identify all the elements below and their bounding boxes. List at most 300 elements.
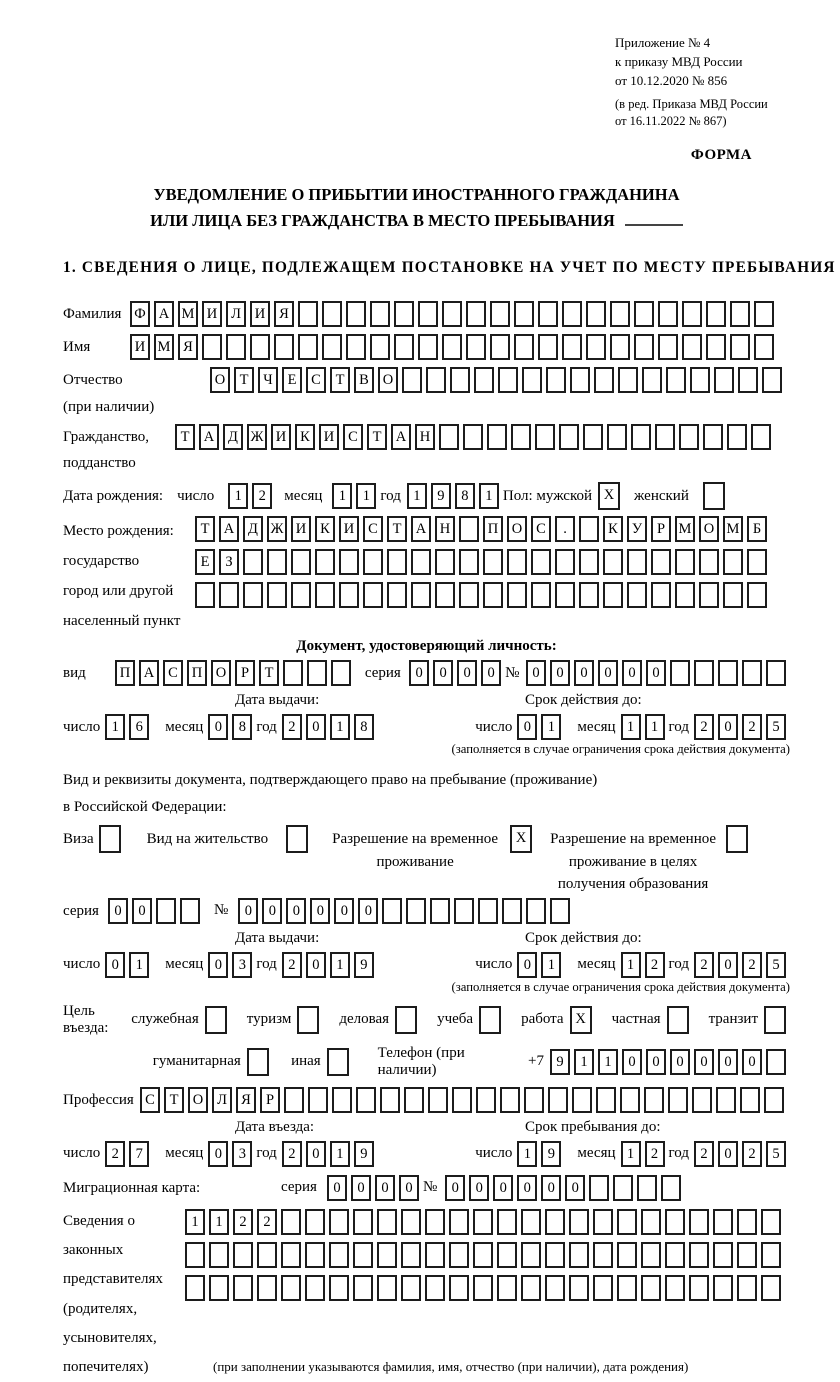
char-box[interactable]	[593, 1275, 613, 1301]
char-box[interactable]: 5	[766, 952, 786, 978]
char-box[interactable]	[737, 1275, 757, 1301]
char-box[interactable]	[473, 1242, 493, 1268]
char-box[interactable]	[617, 1209, 637, 1235]
char-box[interactable]	[507, 549, 527, 575]
char-box[interactable]: 0	[493, 1175, 513, 1201]
char-box[interactable]	[613, 1175, 633, 1201]
char-box[interactable]	[449, 1242, 469, 1268]
char-box[interactable]	[425, 1242, 445, 1268]
char-box[interactable]: 0	[718, 1049, 738, 1075]
doc-issue-day[interactable]	[105, 714, 153, 740]
char-box[interactable]	[449, 1275, 469, 1301]
char-box[interactable]: Т	[330, 367, 350, 393]
char-box[interactable]: К	[603, 516, 623, 542]
char-box[interactable]	[586, 301, 606, 327]
birthplace-row1-input[interactable]	[195, 516, 771, 542]
char-box[interactable]	[570, 367, 590, 393]
phone-input[interactable]	[550, 1049, 790, 1075]
stay-month[interactable]	[621, 1141, 669, 1167]
char-box[interactable]	[404, 1087, 424, 1113]
char-box[interactable]	[315, 549, 335, 575]
char-box[interactable]: 0	[718, 714, 738, 740]
char-box[interactable]	[298, 334, 318, 360]
profession-input[interactable]	[140, 1087, 788, 1113]
char-box[interactable]	[466, 301, 486, 327]
char-box[interactable]	[497, 1209, 517, 1235]
birth-year-input[interactable]	[407, 483, 503, 509]
char-box[interactable]	[322, 301, 342, 327]
char-box[interactable]	[283, 660, 303, 686]
char-box[interactable]	[377, 1209, 397, 1235]
char-box[interactable]: Я	[236, 1087, 256, 1113]
char-box[interactable]	[634, 301, 654, 327]
char-box[interactable]	[620, 1087, 640, 1113]
sex-female-checkbox[interactable]	[703, 482, 729, 510]
char-box[interactable]	[651, 582, 671, 608]
char-box[interactable]: 3	[232, 952, 252, 978]
char-box[interactable]: О	[378, 367, 398, 393]
char-box[interactable]	[483, 549, 503, 575]
char-box[interactable]	[641, 1275, 661, 1301]
char-box[interactable]	[713, 1275, 733, 1301]
char-box[interactable]	[675, 582, 695, 608]
char-box[interactable]	[603, 582, 623, 608]
sex-male-checkbox[interactable]	[598, 482, 624, 510]
char-box[interactable]: И	[291, 516, 311, 542]
char-box[interactable]	[716, 1087, 736, 1113]
representatives-row3-input[interactable]	[185, 1275, 785, 1301]
char-box[interactable]: 2	[742, 1141, 762, 1167]
char-box[interactable]: Т	[367, 424, 387, 450]
char-box[interactable]: 0	[375, 1175, 395, 1201]
char-box[interactable]	[209, 1275, 229, 1301]
char-box[interactable]: 0	[351, 1175, 371, 1201]
citizenship-input[interactable]	[175, 424, 775, 450]
char-box[interactable]: 0	[108, 898, 128, 924]
char-box[interactable]	[339, 582, 359, 608]
char-box[interactable]	[156, 898, 176, 924]
char-box[interactable]	[307, 660, 327, 686]
stay-year[interactable]	[694, 1141, 790, 1167]
char-box[interactable]	[631, 424, 651, 450]
char-box[interactable]	[658, 301, 678, 327]
char-box[interactable]	[370, 301, 390, 327]
char-box[interactable]: О	[211, 660, 231, 686]
char-box[interactable]: 6	[129, 714, 149, 740]
char-box[interactable]: Е	[195, 549, 215, 575]
char-box[interactable]	[642, 367, 662, 393]
char-box[interactable]	[610, 301, 630, 327]
entry-year[interactable]	[282, 1141, 378, 1167]
char-box[interactable]	[766, 660, 786, 686]
char-box[interactable]	[703, 424, 723, 450]
char-box[interactable]	[322, 334, 342, 360]
char-box[interactable]	[726, 825, 748, 853]
char-box[interactable]: 0	[433, 660, 453, 686]
char-box[interactable]	[363, 549, 383, 575]
char-box[interactable]: И	[250, 301, 270, 327]
char-box[interactable]: 0	[565, 1175, 585, 1201]
char-box[interactable]: О	[507, 516, 527, 542]
char-box[interactable]: 2	[282, 1141, 302, 1167]
char-box[interactable]	[586, 334, 606, 360]
char-box[interactable]	[764, 1087, 784, 1113]
char-box[interactable]	[356, 1087, 376, 1113]
char-box[interactable]	[737, 1209, 757, 1235]
char-box[interactable]: А	[199, 424, 219, 450]
char-box[interactable]	[395, 1006, 417, 1034]
char-box[interactable]	[332, 1087, 352, 1113]
char-box[interactable]: О	[188, 1087, 208, 1113]
char-box[interactable]	[267, 549, 287, 575]
char-box[interactable]: 0	[550, 660, 570, 686]
char-box[interactable]	[692, 1087, 712, 1113]
char-box[interactable]	[257, 1275, 277, 1301]
char-box[interactable]	[699, 549, 719, 575]
char-box[interactable]	[762, 367, 782, 393]
char-box[interactable]: Ф	[130, 301, 150, 327]
char-box[interactable]: 0	[238, 898, 258, 924]
char-box[interactable]: П	[115, 660, 135, 686]
char-box[interactable]: С	[343, 424, 363, 450]
char-box[interactable]	[699, 582, 719, 608]
purpose-private-checkbox[interactable]	[667, 1006, 693, 1034]
char-box[interactable]: 1	[541, 714, 561, 740]
char-box[interactable]: 0	[306, 714, 326, 740]
char-box[interactable]: 2	[105, 1141, 125, 1167]
char-box[interactable]: 3	[232, 1141, 252, 1167]
migration-number-input[interactable]	[445, 1175, 685, 1201]
char-box[interactable]	[651, 549, 671, 575]
char-box[interactable]: 8	[455, 483, 475, 509]
char-box[interactable]: Т	[387, 516, 407, 542]
char-box[interactable]: 1	[407, 483, 427, 509]
char-box[interactable]	[243, 582, 263, 608]
char-box[interactable]: 0	[306, 952, 326, 978]
char-box[interactable]: 0	[481, 660, 501, 686]
char-box[interactable]: 5	[766, 714, 786, 740]
char-box[interactable]: 0	[208, 952, 228, 978]
char-box[interactable]: X	[510, 825, 532, 853]
permit-valid-year[interactable]	[694, 952, 790, 978]
char-box[interactable]	[353, 1209, 373, 1235]
char-box[interactable]: Т	[234, 367, 254, 393]
char-box[interactable]: К	[295, 424, 315, 450]
visa-checkbox[interactable]	[99, 825, 125, 853]
char-box[interactable]	[682, 334, 702, 360]
char-box[interactable]	[548, 1087, 568, 1113]
char-box[interactable]: И	[319, 424, 339, 450]
char-box[interactable]: 0	[622, 660, 642, 686]
char-box[interactable]: 0	[286, 898, 306, 924]
char-box[interactable]: 8	[232, 714, 252, 740]
purpose-official-checkbox[interactable]	[205, 1006, 231, 1034]
char-box[interactable]: 1	[185, 1209, 205, 1235]
char-box[interactable]	[667, 1006, 689, 1034]
char-box[interactable]: 1	[356, 483, 376, 509]
residence-permit-checkbox[interactable]	[286, 825, 312, 853]
char-box[interactable]: 2	[742, 714, 762, 740]
char-box[interactable]: 2	[694, 1141, 714, 1167]
char-box[interactable]	[538, 334, 558, 360]
char-box[interactable]: 1	[479, 483, 499, 509]
char-box[interactable]	[634, 334, 654, 360]
permit-valid-day[interactable]	[517, 952, 565, 978]
char-box[interactable]	[641, 1242, 661, 1268]
char-box[interactable]	[490, 334, 510, 360]
char-box[interactable]	[329, 1242, 349, 1268]
char-box[interactable]: 2	[645, 1141, 665, 1167]
char-box[interactable]	[761, 1209, 781, 1235]
char-box[interactable]: 0	[517, 1175, 537, 1201]
permit-number-input[interactable]	[238, 898, 574, 924]
char-box[interactable]	[205, 1006, 227, 1034]
char-box[interactable]	[497, 1242, 517, 1268]
char-box[interactable]	[559, 424, 579, 450]
name-input[interactable]	[130, 334, 778, 360]
stay-day[interactable]	[517, 1141, 565, 1167]
char-box[interactable]	[185, 1275, 205, 1301]
char-box[interactable]	[305, 1275, 325, 1301]
char-box[interactable]	[353, 1242, 373, 1268]
purpose-other-checkbox[interactable]	[327, 1048, 353, 1076]
char-box[interactable]: 5	[766, 1141, 786, 1167]
char-box[interactable]: Я	[274, 301, 294, 327]
char-box[interactable]: 0	[541, 1175, 561, 1201]
char-box[interactable]: Т	[164, 1087, 184, 1113]
migration-series-input[interactable]	[327, 1175, 423, 1201]
char-box[interactable]	[474, 367, 494, 393]
char-box[interactable]	[387, 582, 407, 608]
char-box[interactable]: 0	[457, 660, 477, 686]
char-box[interactable]	[418, 301, 438, 327]
char-box[interactable]	[727, 424, 747, 450]
char-box[interactable]	[247, 1048, 269, 1076]
char-box[interactable]: 0	[310, 898, 330, 924]
char-box[interactable]	[377, 1275, 397, 1301]
char-box[interactable]: Л	[212, 1087, 232, 1113]
char-box[interactable]: Ч	[258, 367, 278, 393]
char-box[interactable]	[550, 898, 570, 924]
char-box[interactable]	[363, 582, 383, 608]
char-box[interactable]	[617, 1242, 637, 1268]
purpose-business-checkbox[interactable]	[395, 1006, 421, 1034]
char-box[interactable]	[761, 1275, 781, 1301]
char-box[interactable]: 1	[105, 714, 125, 740]
char-box[interactable]	[195, 582, 215, 608]
char-box[interactable]	[401, 1242, 421, 1268]
char-box[interactable]: 2	[257, 1209, 277, 1235]
char-box[interactable]	[315, 582, 335, 608]
char-box[interactable]: 9	[431, 483, 451, 509]
char-box[interactable]: Я	[178, 334, 198, 360]
char-box[interactable]	[730, 334, 750, 360]
char-box[interactable]	[479, 1006, 501, 1034]
char-box[interactable]	[521, 1209, 541, 1235]
char-box[interactable]: В	[354, 367, 374, 393]
char-box[interactable]: 0	[598, 660, 618, 686]
char-box[interactable]: Н	[435, 516, 455, 542]
char-box[interactable]: 1	[621, 1141, 641, 1167]
doc-kind-input[interactable]	[115, 660, 355, 686]
char-box[interactable]	[706, 334, 726, 360]
char-box[interactable]: 1	[541, 952, 561, 978]
char-box[interactable]: 0	[469, 1175, 489, 1201]
char-box[interactable]	[644, 1087, 664, 1113]
char-box[interactable]	[450, 367, 470, 393]
char-box[interactable]	[449, 1209, 469, 1235]
char-box[interactable]: Т	[259, 660, 279, 686]
char-box[interactable]: 0	[694, 1049, 714, 1075]
char-box[interactable]: 2	[742, 952, 762, 978]
char-box[interactable]	[522, 367, 542, 393]
char-box[interactable]	[454, 898, 474, 924]
char-box[interactable]: И	[339, 516, 359, 542]
char-box[interactable]: 1	[330, 1141, 350, 1167]
char-box[interactable]	[430, 898, 450, 924]
char-box[interactable]	[714, 367, 734, 393]
char-box[interactable]	[545, 1209, 565, 1235]
char-box[interactable]	[713, 1242, 733, 1268]
char-box[interactable]	[442, 301, 462, 327]
char-box[interactable]	[219, 582, 239, 608]
birthplace-row2-input[interactable]	[195, 549, 771, 575]
char-box[interactable]: 0	[327, 1175, 347, 1201]
char-box[interactable]: Б	[747, 516, 767, 542]
representatives-row1-input[interactable]	[185, 1209, 785, 1235]
char-box[interactable]	[593, 1242, 613, 1268]
char-box[interactable]	[603, 549, 623, 575]
char-box[interactable]	[690, 367, 710, 393]
char-box[interactable]: П	[483, 516, 503, 542]
char-box[interactable]	[308, 1087, 328, 1113]
char-box[interactable]	[572, 1087, 592, 1113]
char-box[interactable]	[661, 1175, 681, 1201]
char-box[interactable]: Р	[651, 516, 671, 542]
temp-permit-checkbox[interactable]	[510, 825, 536, 853]
char-box[interactable]	[668, 1087, 688, 1113]
char-box[interactable]: Н	[415, 424, 435, 450]
char-box[interactable]	[418, 334, 438, 360]
char-box[interactable]	[713, 1209, 733, 1235]
char-box[interactable]	[425, 1209, 445, 1235]
permit-issue-year[interactable]	[282, 952, 378, 978]
birth-day-input[interactable]	[228, 483, 276, 509]
char-box[interactable]	[466, 334, 486, 360]
char-box[interactable]: Д	[223, 424, 243, 450]
permit-issue-day[interactable]	[105, 952, 153, 978]
char-box[interactable]	[233, 1242, 253, 1268]
char-box[interactable]	[689, 1242, 709, 1268]
char-box[interactable]: Т	[195, 516, 215, 542]
char-box[interactable]: 1	[129, 952, 149, 978]
char-box[interactable]: 0	[132, 898, 152, 924]
char-box[interactable]: 1	[228, 483, 248, 509]
char-box[interactable]	[706, 301, 726, 327]
char-box[interactable]: 1	[598, 1049, 618, 1075]
char-box[interactable]: X	[598, 482, 620, 510]
char-box[interactable]	[579, 516, 599, 542]
char-box[interactable]: 7	[129, 1141, 149, 1167]
permit-series-input[interactable]	[108, 898, 204, 924]
char-box[interactable]	[751, 424, 771, 450]
permit-valid-month[interactable]	[621, 952, 669, 978]
char-box[interactable]: А	[154, 301, 174, 327]
char-box[interactable]	[329, 1275, 349, 1301]
char-box[interactable]: 1	[209, 1209, 229, 1235]
char-box[interactable]: 0	[262, 898, 282, 924]
char-box[interactable]	[665, 1209, 685, 1235]
char-box[interactable]	[521, 1275, 541, 1301]
char-box[interactable]: У	[627, 516, 647, 542]
char-box[interactable]	[281, 1209, 301, 1235]
char-box[interactable]	[226, 334, 246, 360]
char-box[interactable]	[610, 334, 630, 360]
char-box[interactable]	[679, 424, 699, 450]
char-box[interactable]: 0	[574, 660, 594, 686]
doc-issue-month[interactable]	[208, 714, 256, 740]
char-box[interactable]	[521, 1242, 541, 1268]
char-box[interactable]: А	[219, 516, 239, 542]
char-box[interactable]: 0	[622, 1049, 642, 1075]
doc-number-input[interactable]	[526, 660, 790, 686]
char-box[interactable]	[531, 549, 551, 575]
char-box[interactable]	[670, 660, 690, 686]
char-box[interactable]	[675, 549, 695, 575]
char-box[interactable]: А	[411, 516, 431, 542]
doc-valid-year[interactable]	[694, 714, 790, 740]
doc-valid-day[interactable]	[517, 714, 565, 740]
char-box[interactable]	[476, 1087, 496, 1113]
char-box[interactable]: 0	[409, 660, 429, 686]
char-box[interactable]	[426, 367, 446, 393]
char-box[interactable]: 1	[330, 714, 350, 740]
char-box[interactable]: 1	[645, 714, 665, 740]
char-box[interactable]: 0	[399, 1175, 419, 1201]
char-box[interactable]: X	[570, 1006, 592, 1034]
char-box[interactable]	[370, 334, 390, 360]
char-box[interactable]	[498, 367, 518, 393]
purpose-tourism-checkbox[interactable]	[297, 1006, 323, 1034]
char-box[interactable]	[298, 301, 318, 327]
char-box[interactable]	[754, 334, 774, 360]
char-box[interactable]: 2	[282, 952, 302, 978]
char-box[interactable]	[291, 549, 311, 575]
char-box[interactable]	[428, 1087, 448, 1113]
char-box[interactable]: 2	[645, 952, 665, 978]
char-box[interactable]: Р	[260, 1087, 280, 1113]
char-box[interactable]	[401, 1209, 421, 1235]
char-box[interactable]	[740, 1087, 760, 1113]
purpose-transit-checkbox[interactable]	[764, 1006, 790, 1034]
char-box[interactable]	[339, 549, 359, 575]
char-box[interactable]	[555, 582, 575, 608]
char-box[interactable]	[617, 1275, 637, 1301]
char-box[interactable]	[589, 1175, 609, 1201]
doc-valid-month[interactable]	[621, 714, 669, 740]
char-box[interactable]: О	[699, 516, 719, 542]
char-box[interactable]	[473, 1275, 493, 1301]
char-box[interactable]	[329, 1209, 349, 1235]
char-box[interactable]	[478, 898, 498, 924]
char-box[interactable]	[297, 1006, 319, 1034]
char-box[interactable]	[562, 334, 582, 360]
char-box[interactable]: 0	[105, 952, 125, 978]
char-box[interactable]	[682, 301, 702, 327]
char-box[interactable]	[267, 582, 287, 608]
char-box[interactable]	[233, 1275, 253, 1301]
char-box[interactable]	[281, 1242, 301, 1268]
